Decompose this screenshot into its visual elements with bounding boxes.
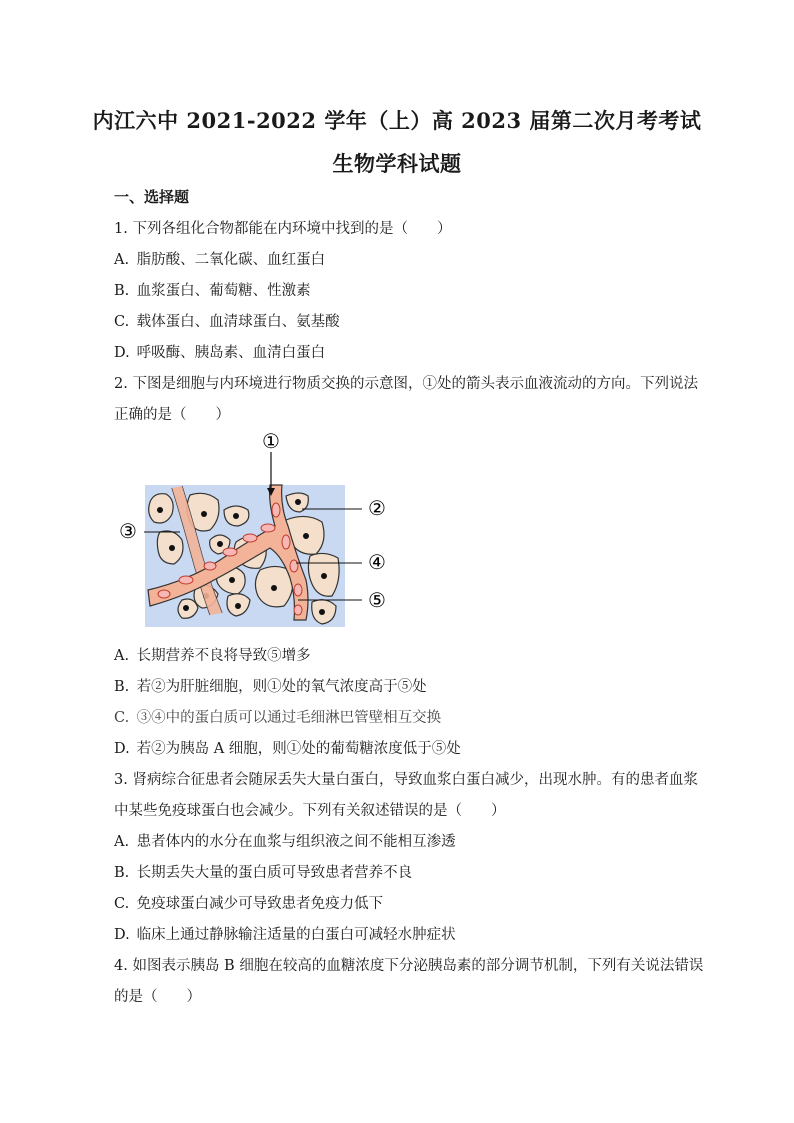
section-heading: 一、选择题 [114,188,190,206]
q2-option-d [114,737,461,758]
option-letter: A. [114,834,130,850]
question-4-stem-line2: 的是（ ） [114,989,201,1005]
option-text: ③④中的蛋白质可以通过毛细淋巴管壁相互交换 [136,710,442,726]
option-text: 载体蛋白、血清球蛋白、氨基酸 [136,314,340,330]
label-5: ⑤ [368,588,386,612]
option-letter: C. [114,896,130,912]
q3-option-c [114,892,383,913]
option-text: 若②为胰岛 A 细胞，则①处的葡萄糖浓度低于⑤处 [136,741,461,757]
option-letter: D. [114,345,130,361]
label-1: ① [262,430,280,453]
q3-option-a [114,830,456,851]
option-text: 长期丢失大量的蛋白质可导致患者营养不良 [136,865,413,881]
q2-option-b [114,675,427,696]
label-4: ④ [368,550,386,574]
option-text: 呼吸酶、胰岛素、血清白蛋白 [136,345,326,361]
exam-subtitle: 生物学科试题 [332,151,462,176]
option-letter: A. [114,252,130,268]
option-text: 免疫球蛋白减少可导致患者免疫力低下 [136,896,384,912]
q1-option-b [114,279,311,300]
option-letter: B. [114,865,130,881]
option-letter: B. [114,283,130,299]
option-letter: C. [114,314,130,330]
q3-option-b [114,861,412,882]
option-text: 长期营养不良将导致⑤增多 [136,648,311,664]
question-3-stem-line1: 3. 肾病综合征患者会随尿丢失大量白蛋白，导致血浆白蛋白减少，出现水肿。有的患者血浆 [114,772,698,788]
question-1-stem: 1. 下列各组化合物都能在内环境中找到的是（ ） [114,221,452,237]
question-3-stem-line2: 中某些免疫球蛋白也会减少。下列有关叙述错误的是（ ） [114,803,506,819]
option-letter: D. [114,927,130,943]
question-2-stem-line1: 2. 下图是细胞与内环境进行物质交换的示意图，①处的箭头表示血液流动的方向。下列说法 [114,376,698,392]
question-2-stem-line2: 正确的是（ ） [114,407,230,423]
option-letter: D. [114,741,130,757]
q1-option-d [114,341,325,362]
question-4-stem-line1: 4. 如图表示胰岛 B 细胞在较高的血糖浓度下分泌胰岛素的部分调节机制，下列有关说法错误 [114,958,704,974]
option-text: 患者体内的水分在血浆与组织液之间不能相互渗透 [136,834,456,850]
q1-option-a [114,248,325,269]
exam-title: 内江六中 2021-2022 学年（上）高 2023 届第二次月考考试 [92,108,702,133]
option-letter: C. [114,710,130,726]
tissue-exchange-figure [110,430,400,635]
option-text: 血浆蛋白、葡萄糖、性激素 [136,283,311,299]
q2-option-a [114,644,311,665]
q2-option-c [114,706,441,727]
label-3: ③ [119,519,137,543]
label-2: ② [368,496,386,520]
q1-option-c [114,310,340,331]
q3-option-d [114,923,456,944]
option-text: 脂肪酸、二氧化碳、血红蛋白 [136,252,326,268]
option-text: 临床上通过静脉输注适量的白蛋白可减轻水肿症状 [136,927,456,943]
option-letter: A. [114,648,130,664]
option-text: 若②为肝脏细胞，则①处的氧气浓度高于⑤处 [136,679,427,695]
option-letter: B. [114,679,130,695]
